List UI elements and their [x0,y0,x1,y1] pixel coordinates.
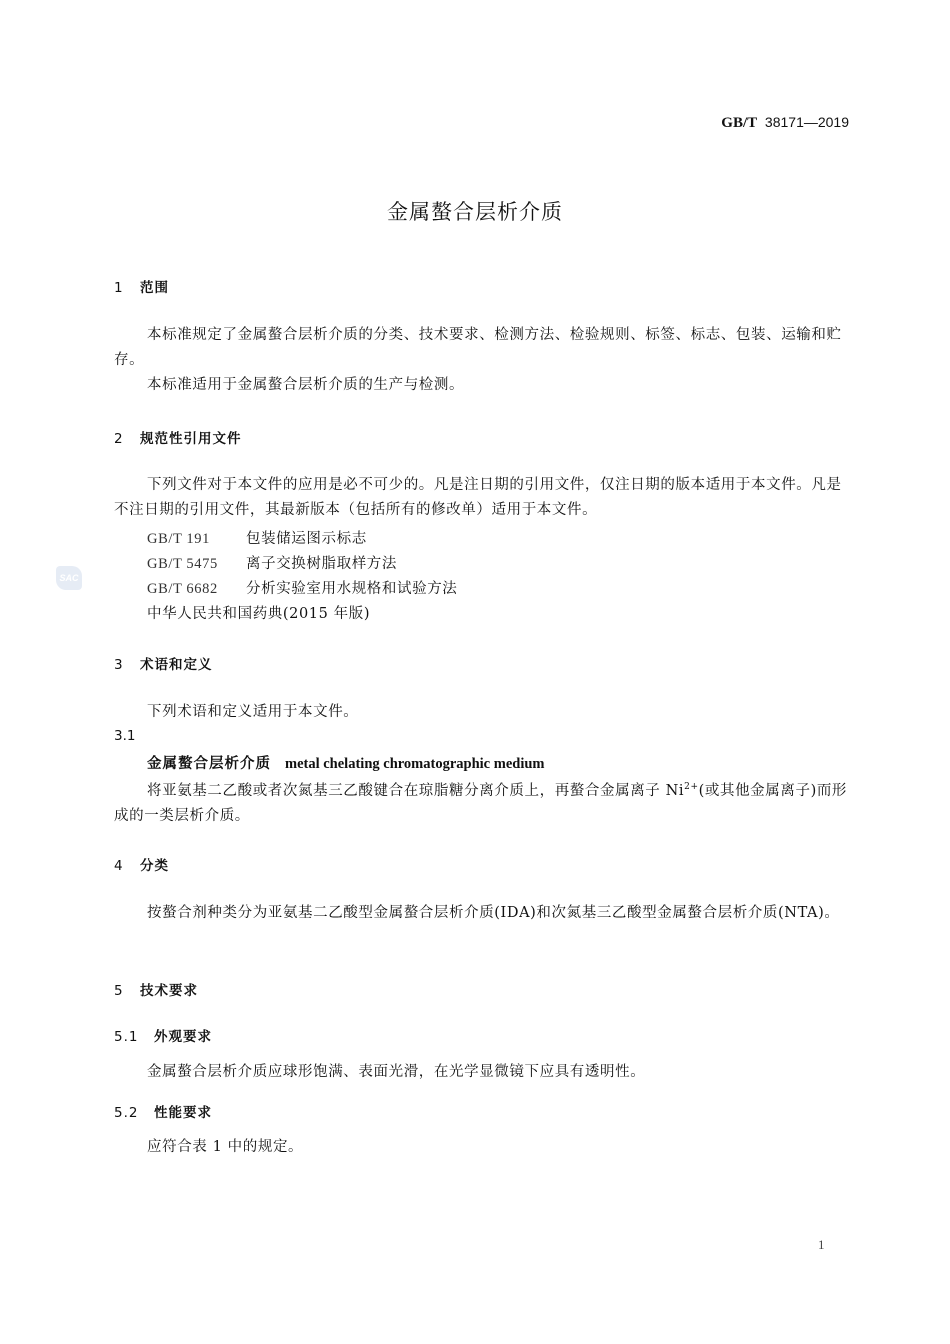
term-definition [114,775,850,829]
reference-code: GB/T 6682 [147,581,218,597]
charge-superscript: 2+ [684,782,699,792]
section-1-body [114,323,850,398]
section-1-heading [114,276,169,296]
definition-text: 将亚氨基二乙酸或者次氮基三乙酸键合在琼脂糖分离介质上，再螯合金属离子 Ni [147,782,685,799]
reference-item [147,552,397,573]
section-4-body [114,901,850,926]
section-title: 外观要求 [154,1029,212,1045]
term-number: 3.1 [114,728,136,744]
subsection-5-1-body: 金属螯合层析介质应球形饱满、表面光滑，在光学显微镜下应具有透明性。 [147,1064,646,1080]
standard-code: 38171—2019 [764,114,849,130]
reference-code: GB/T 191 [147,531,210,547]
term-heading [147,752,545,773]
paragraph: 按螯合剂种类分为亚氨基二乙酸型金属螯合层析介质(IDA)和次氮基三乙酸型金属螯合层析介质(NTA)。 [147,905,840,921]
reference-title: 中华人民共和国药典(2015 年版) [147,606,371,622]
paragraph: 本标准适用于金属螯合层析介质的生产与检测。 [147,377,465,393]
section-number: 5 [114,983,124,999]
subsection-5-2-heading [114,1101,212,1121]
section-number: 5.2 [114,1105,139,1121]
section-title: 技术要求 [140,983,198,999]
section-4-heading [114,854,169,874]
reference-item [147,527,367,548]
paragraph: 下列文件对于本文件的应用是必不可少的。凡是注日期的引用文件，仅注日期的版本适用于本文件。凡是不注日期的引用文件，其最新版本（包括所有的修改单）适用于本文件。 [114,477,842,518]
section-2-heading [114,427,242,447]
reference-code: GB/T 5475 [147,556,218,572]
definition-text: (或其他金属离子)而形成的一类层析介质。 [114,782,848,824]
section-number: 5.1 [114,1029,139,1045]
section-3-heading [114,653,213,673]
subsection-5-2-body: 应符合表 1 中的规定。 [147,1139,304,1155]
reference-item [147,602,370,623]
section-title: 规范性引用文件 [140,431,242,447]
subsection-5-1-heading [114,1025,212,1045]
section-number: 1 [114,280,124,296]
section-2-body [114,473,850,523]
paragraph: 本标准规定了金属螯合层析介质的分类、技术要求、检测方法、检验规则、标签、标志、包装、运输和贮存。 [114,327,842,368]
section-number: 2 [114,431,124,447]
section-title: 范围 [140,280,169,296]
section-title: 性能要求 [154,1105,212,1121]
reference-title: 分析实验室用水规格和试验方法 [246,581,458,597]
standard-number [0,114,849,132]
section-3-intro: 下列术语和定义适用于本文件。 [147,704,359,720]
term-name-zh: 金属螯合层析介质 [147,756,271,772]
section-number: 4 [114,858,124,874]
standard-prefix: GB/T [721,115,758,131]
reference-item [147,577,457,598]
sac-watermark-logo: SAC [56,566,82,590]
term-name-en: metal chelating chromatographic medium [285,756,545,772]
section-title: 分类 [140,858,169,874]
section-5-heading [114,979,198,999]
page-number: 1 [818,1237,825,1252]
document-title: 金属螯合层析介质 [387,200,563,224]
section-number: 3 [114,657,124,673]
reference-title: 包装储运图示标志 [246,531,367,547]
reference-title: 离子交换树脂取样方法 [246,556,397,572]
section-title: 术语和定义 [140,657,213,673]
